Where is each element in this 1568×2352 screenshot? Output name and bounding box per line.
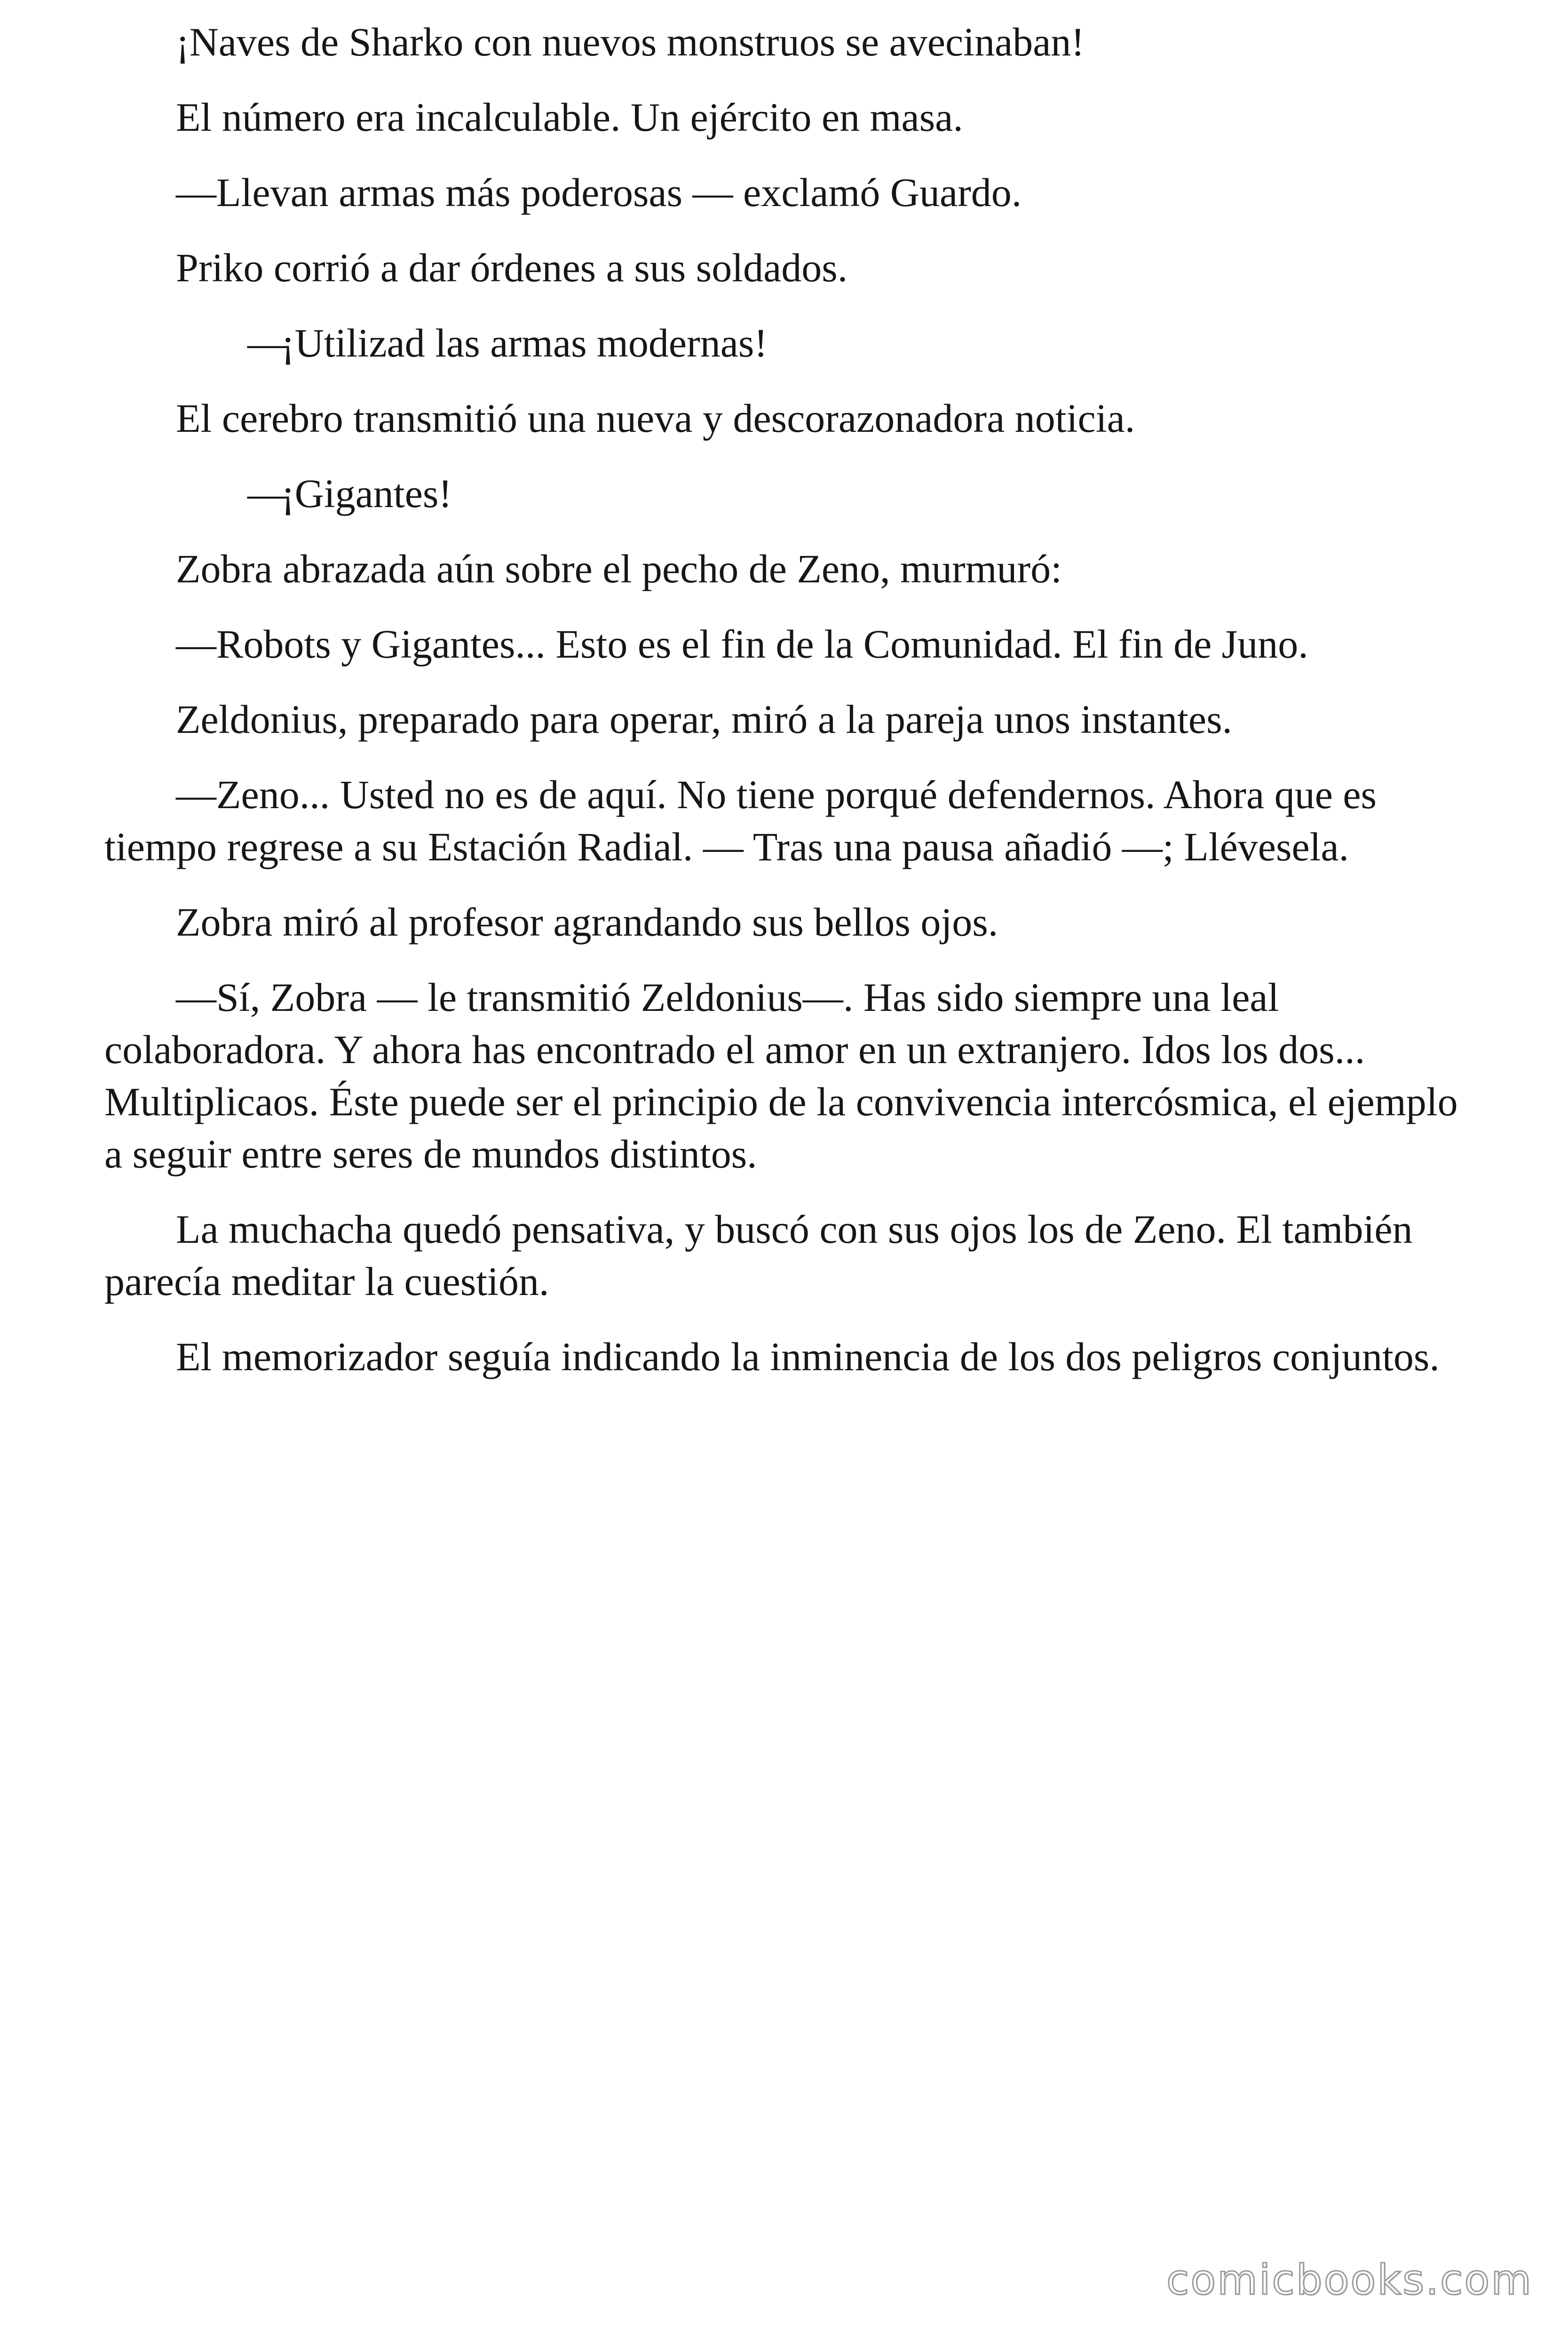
paragraph: El cerebro transmitió una nueva y descorazonadora noticia.	[176, 396, 1135, 441]
dialog-text: ¡Utilizad las armas modernas!	[281, 320, 768, 366]
paragraph: La muchacha quedó pensativa, y buscó con sus ojos los de Zeno. El también parecía meditar la cuestión.	[104, 1207, 1413, 1304]
paragraph: —Sí, Zobra — le transmitió Zeldonius—. Has sido siempre una leal colaboradora. Y ahora has encontrado el amor en un extranjero. Idos los dos... Multiplicaos. Éste puede ser el principio de la convivencia intercósmica, el ejemplo a seguir entre seres de mundos distintos.	[104, 975, 1458, 1176]
paragraph: Zobra miró al profesor agrandando sus bellos ojos.	[176, 899, 998, 945]
paragraph: Priko corrió a dar órdenes a sus soldados.	[176, 245, 848, 290]
watermark: comicbooks.com	[1166, 2256, 1533, 2304]
paragraph: ¡Naves de Sharko con nuevos monstruos se avecinaban!	[176, 19, 1085, 64]
body-text	[104, 16, 1468, 1406]
paragraph: —Llevan armas más poderosas — exclamó Guardo.	[176, 170, 1022, 215]
dialog-line	[104, 317, 1468, 369]
paragraph: El número era incalculable. Un ejército en masa.	[176, 95, 963, 140]
dialog-dash: —	[247, 320, 288, 366]
dialog-line	[104, 468, 1468, 520]
dialog-dash: —	[247, 471, 288, 516]
paragraph: El memorizador seguía indicando la inminencia de los dos peligros conjuntos.	[176, 1334, 1440, 1379]
dialog-text: ¡Gigantes!	[281, 471, 452, 516]
paragraph: Zobra abrazada aún sobre el pecho de Zeno, murmuró:	[176, 546, 1062, 591]
paragraph: —Zeno... Usted no es de aquí. No tiene porqué defendernos. Ahora que es tiempo regrese a su Estación Radial. — Tras una pausa añadió —; Llévesela.	[104, 772, 1377, 869]
paragraph: Zeldonius, preparado para operar, miró a la pareja unos instantes.	[176, 697, 1233, 742]
paragraph: —Robots y Gigantes... Esto es el fin de la Comunidad. El fin de Juno.	[176, 621, 1308, 667]
